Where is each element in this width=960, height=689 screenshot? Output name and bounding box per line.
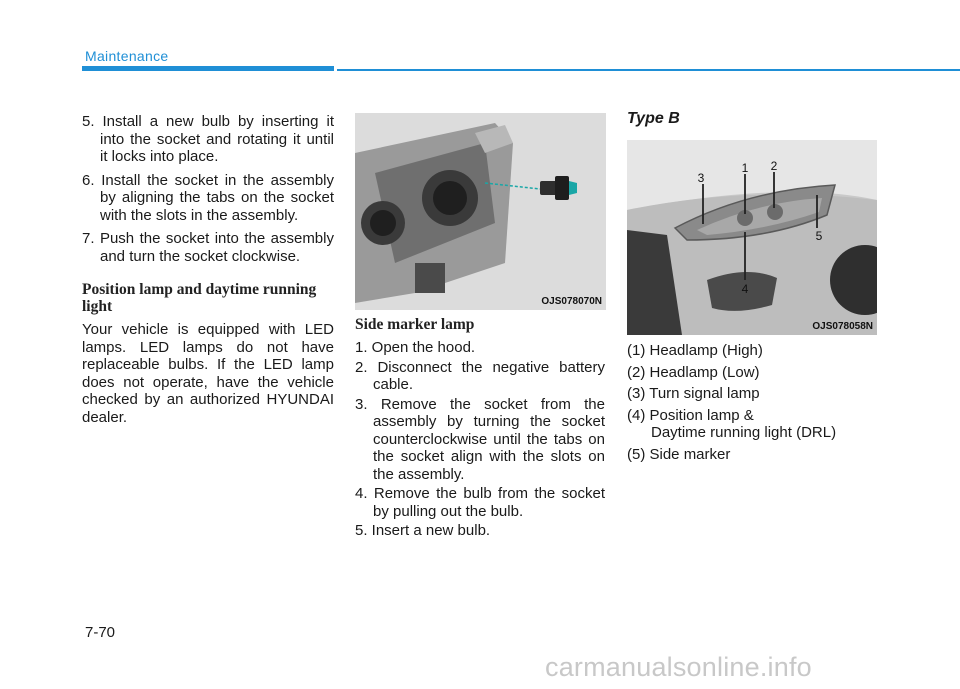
page-number: 7-70 bbox=[85, 624, 116, 641]
legend-item-4 bbox=[627, 407, 882, 442]
step-5: 5. Install a new bulb by inserting it into the socket and rotating it until it locks into place. bbox=[82, 113, 334, 165]
headlamp-assembly-figure bbox=[355, 113, 606, 310]
legend-item-text: (4) Position lamp & bbox=[627, 406, 754, 424]
side-marker-step-2: 2. Disconnect the negative battery cable. bbox=[355, 358, 605, 393]
callout-5: 5 bbox=[815, 229, 823, 243]
front-lamp-figure bbox=[627, 140, 877, 335]
left-column bbox=[82, 113, 334, 426]
legend-item-2 bbox=[627, 364, 882, 382]
legend-item-text: (5) Side marker bbox=[627, 445, 731, 463]
lamp-legend bbox=[627, 342, 882, 467]
header-rule-thin bbox=[337, 69, 960, 71]
section-title: Maintenance bbox=[85, 48, 169, 64]
legend-item-1 bbox=[627, 342, 882, 360]
side-marker-step-3: 3. Remove the socket from the assembly by turning the socket counterclockwise until the tabs on the socket align with the slots on the assembly. bbox=[355, 395, 605, 483]
type-b-heading: Type B bbox=[627, 110, 680, 127]
legend-item-text: (1) Headlamp (High) bbox=[627, 342, 763, 359]
header-rule-thick bbox=[82, 66, 334, 71]
figure-code-label: OJS078058N bbox=[812, 321, 873, 332]
legend-item-subtext: Daytime running light (DRL) bbox=[651, 424, 837, 441]
side-marker-step-5: 5. Insert a new bulb. bbox=[355, 522, 491, 539]
position-lamp-heading: Position lamp and daytime running light bbox=[82, 281, 317, 315]
side-marker-step-1: 1. Open the hood. bbox=[355, 339, 476, 356]
middle-column bbox=[355, 316, 605, 542]
step-7: 7. Push the socket into the assembly and turn the socket clockwise. bbox=[82, 230, 334, 265]
legend-item-3 bbox=[627, 385, 882, 403]
callout-4: 4 bbox=[741, 282, 749, 296]
legend-item-5 bbox=[627, 446, 882, 464]
side-marker-heading: Side marker lamp bbox=[355, 316, 475, 333]
callout-3: 3 bbox=[697, 171, 705, 185]
headlamp-assembly-illustration bbox=[355, 113, 606, 310]
callout-1: 1 bbox=[741, 161, 749, 175]
figure-code-label: OJS078070N bbox=[541, 296, 602, 307]
callout-2: 2 bbox=[770, 159, 778, 173]
led-lamp-paragraph: Your vehicle is equipped with LED lamps. LED lamps do not have replaceable bulbs. If the LED lamp does not operate, have the vehicle checked by an authorized HYUNDAI dealer. bbox=[82, 321, 334, 426]
side-marker-step-4: 4. Remove the bulb from the socket by pulling out the bulb. bbox=[355, 485, 605, 520]
legend-item-text: (3) Turn signal lamp bbox=[627, 385, 760, 402]
watermark: carmanualsonline.info bbox=[545, 652, 812, 682]
legend-item-text: (2) Headlamp (Low) bbox=[627, 363, 760, 381]
car-front-illustration bbox=[627, 140, 877, 335]
step-6: 6. Install the socket in the assembly by aligning the tabs on the socket with the slots in the assembly. bbox=[82, 171, 334, 224]
